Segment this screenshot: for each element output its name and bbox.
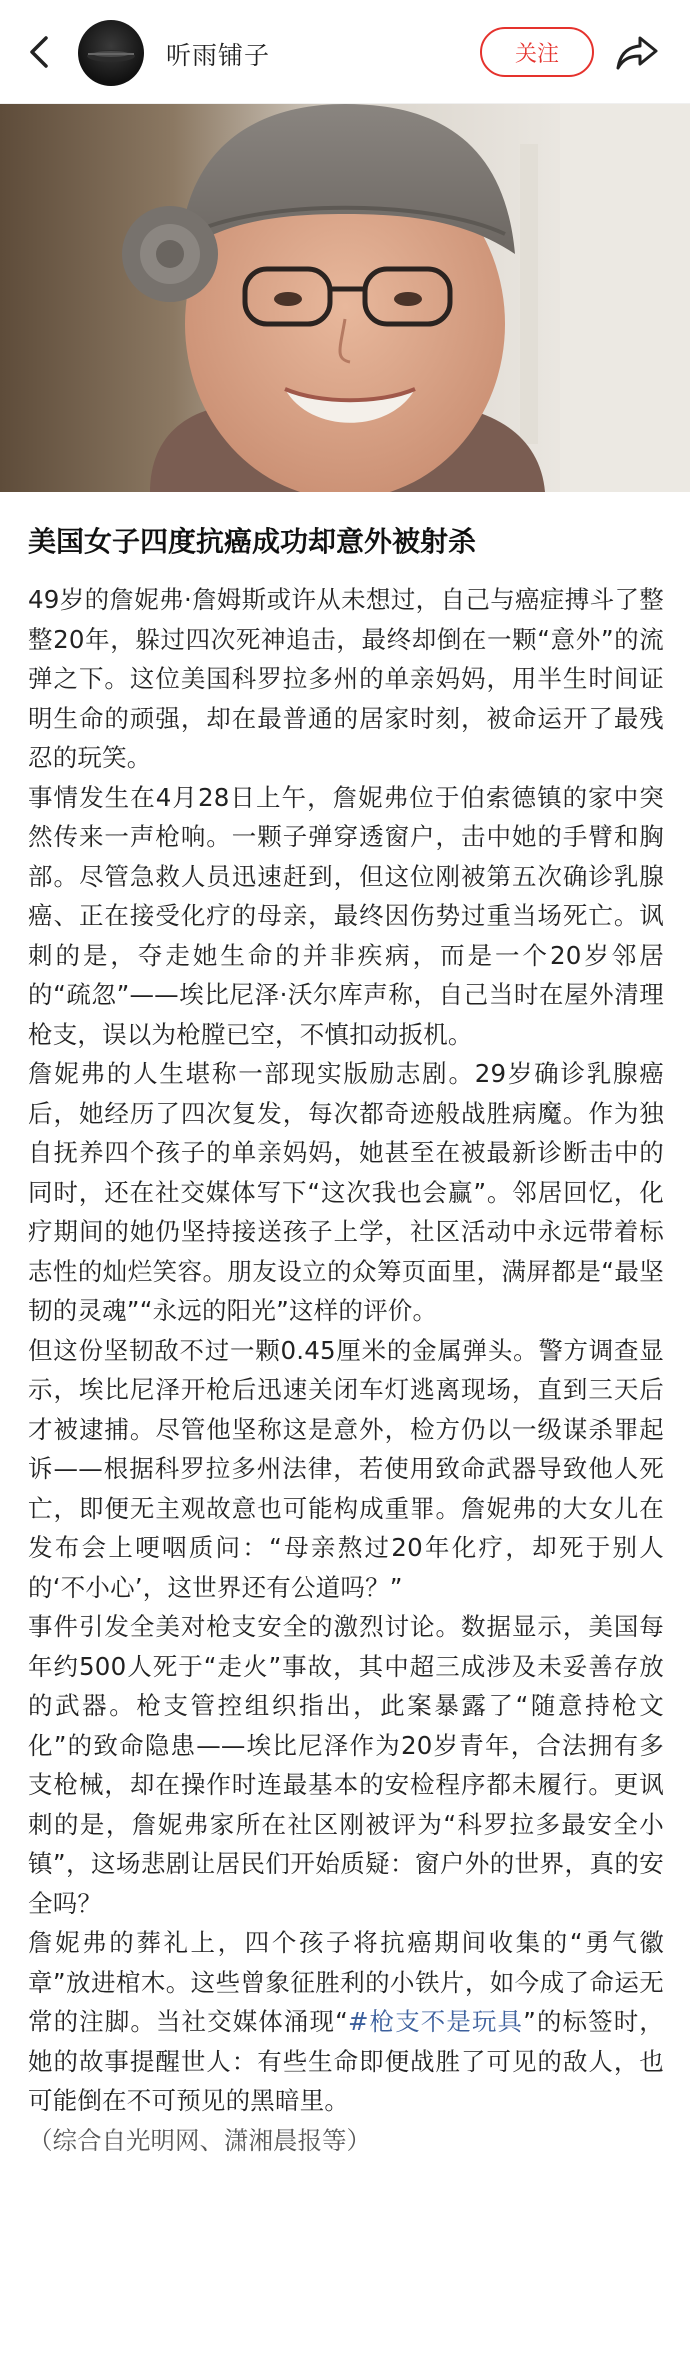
article-paragraph: 事件引发全美对枪支安全的激烈讨论。数据显示，美国每年约500人死于“走火”事故，其中超三成涉及未妥善存放的武器。枪支管控组织指出，此案暴露了“随意持枪文化”的致命隐患——埃比尼泽作为20岁青年，合法拥有多支枪械，却在操作时连最基本的安检程序都未履行。更讽刺的是，詹妮弗家所在社区刚被评为“科罗拉多最安全小镇”，这场悲剧让居民们开始质疑：窗户外的世界，真的安全吗？ [28,1612,664,1918]
hashtag-link[interactable]: #枪支不是玩具 [347,2007,524,2036]
article-body [28,512,664,2160]
article-photo [0,104,690,492]
top-bar [0,0,690,104]
article-paragraph: 49岁的詹妮弗·詹姆斯或许从未想过，自己与癌症搏斗了整整20年，躲过四次死神追击，最终却倒在一颗“意外”的流弹之下。这位美国科罗拉多州的单亲妈妈，用半生时间证明生命的顽强，却在最普通的居家时刻，被命运开了最残忍的玩笑。 [28,585,664,772]
follow-button[interactable]: 关注 [480,27,594,77]
article-paragraph: 事情发生在4月28日上午，詹妮弗位于伯索德镇的家中突然传来一声枪响。一颗子弹穿透窗户，击中她的手臂和胸部。尽管急救人员迅速赶到，但这位刚被第五次确诊乳腺癌、正在接受化疗的母亲，最终因伤势过重当场死亡。讽刺的是，夺走她生命的并非疾病，而是一个20岁邻居的“疏忽”——埃比尼泽·沃尔库声称，自己当时在屋外清理枪支，误以为枪膛已空，不慎扣动扳机。 [28,782,664,1049]
paragraph-text: ”的标签时，她的故事提醒世人：有些生命即便战胜了可见的敌人，也可能倒在不可预见的黑暗里。 [28,2007,664,2115]
back-button[interactable] [22,30,62,74]
article-paragraph: 但这份坚韧敌不过一颗0.45厘米的金属弹头。警方调查显示，埃比尼泽开枪后迅速关闭车灯逃离现场，直到三天后才被逮捕。尽管他坚称这是意外，检方仍以一级谋杀罪起诉——根据科罗拉多州法律，若使用致命武器导致他人死亡，即便无主观故意也可能构成重罪。詹妮弗的大女儿在发布会上哽咽质问：“母亲熬过20年化疗，却死于别人的‘不小心’，这世界还有公道吗？” [28,1335,664,1602]
paragraph-text: 詹妮弗的葬礼上，四个孩子将抗癌期间收集的“勇气徽章”放进棺木。这些曾象征胜利的小铁片，如今成了命运无常的注脚。当社交媒体涌现“ [28,1928,664,2036]
author-name[interactable]: 听雨铺子 [166,41,271,70]
back-arrow-icon [22,30,62,74]
article-title: 美国女子四度抗癌成功却意外被射杀 [28,525,477,558]
share-button[interactable] [614,30,660,74]
share-icon [614,30,660,74]
article-paragraph: 詹妮弗的人生堪称一部现实版励志剧。29岁确诊乳腺癌后，她经历了四次复发，每次都奇迹般战胜病魔。作为独自抚养四个孩子的单亲妈妈，她甚至在被最新诊断击中的同时，还在社交媒体写下“这次我也会赢”。邻居回忆，化疗期间的她仍坚持接送孩子上学，社区活动中永远带着标志性的灿烂笑容。朋友设立的众筹页面里，满屏都是“最坚韧的灵魂”“永远的阳光”这样的评价。 [28,1059,664,1325]
article-source: （综合自光明网、潇湘晨报等） [28,2125,371,2155]
author-avatar[interactable] [78,20,144,86]
article-paragraph [28,1923,664,2121]
